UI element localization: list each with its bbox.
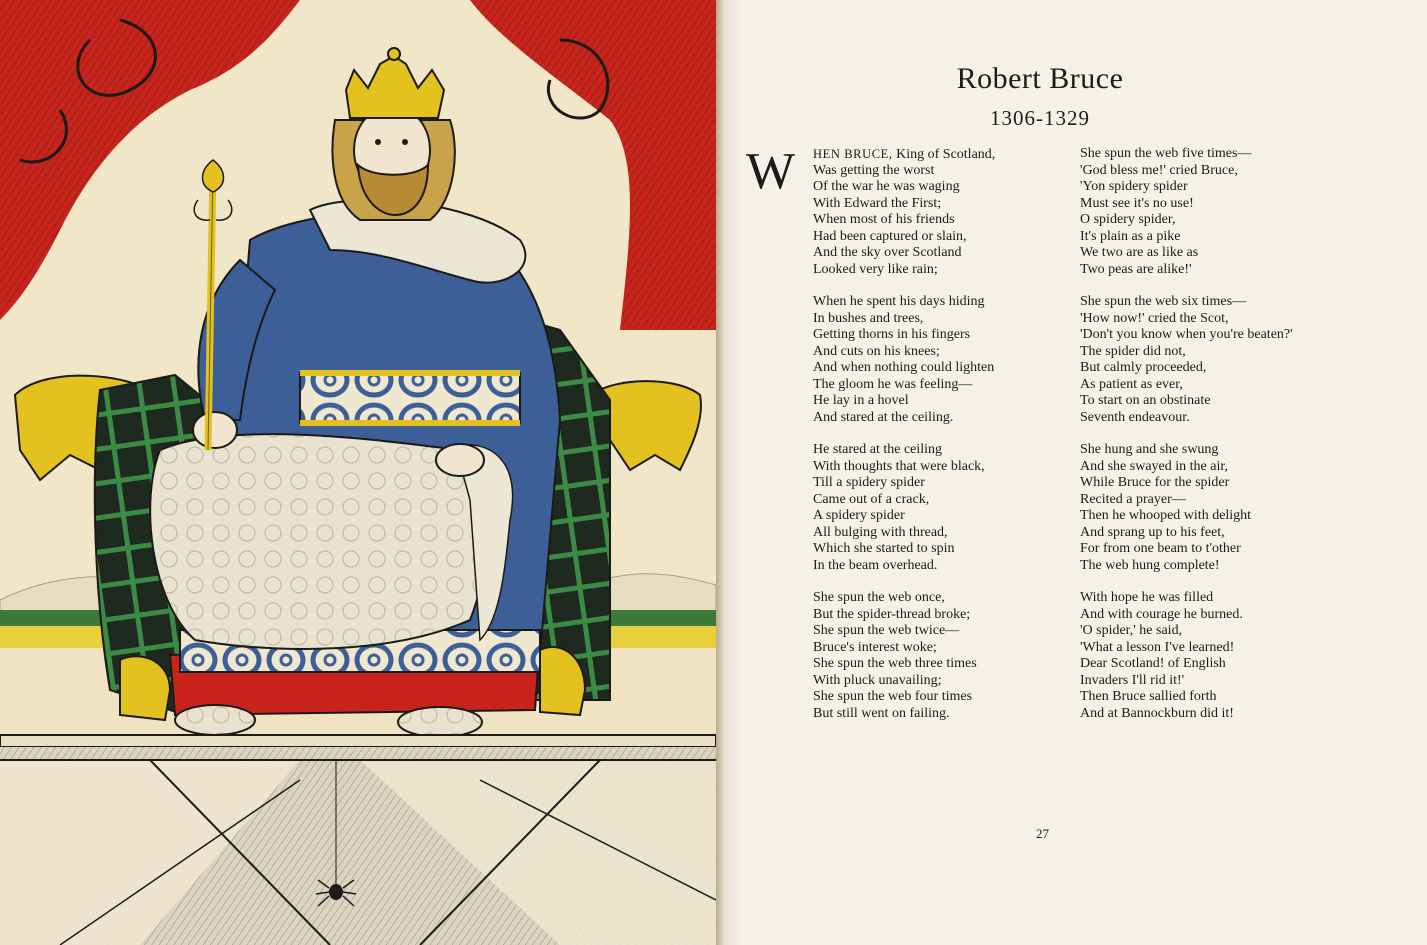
poem-line: Till a spidery spider	[813, 475, 925, 490]
poem-line: The gloom he was feeling—	[813, 376, 973, 392]
drop-cap: W	[746, 143, 796, 200]
poem-line: And stared at the ceiling.	[813, 409, 954, 425]
book-gutter	[716, 0, 740, 945]
poem-line: And with courage he burned.	[1080, 606, 1243, 622]
poem-line: Bruce's interest woke;	[813, 639, 937, 655]
stanza	[813, 442, 1073, 574]
poem-line: 'O spider,' he said,	[1080, 623, 1183, 638]
poem-line: Came out of a crack,	[813, 491, 930, 507]
poem-line: She hung and she swung	[1080, 442, 1219, 457]
poem-line: 'How now!' cried the Scot,	[1080, 310, 1229, 326]
poem-line: While Bruce for the spider	[1080, 475, 1230, 490]
poem-line: He stared at the ceiling	[813, 442, 943, 457]
poem-line: Invaders I'll rid it!'	[1080, 672, 1185, 688]
poem-line: Seventh endeavour.	[1080, 409, 1190, 425]
poem-line: And when nothing could lighten	[813, 360, 995, 375]
poem-line: And the sky over Scotland	[813, 245, 962, 260]
stanza	[813, 590, 1073, 722]
poem-column-right	[1080, 146, 1380, 738]
poem-line: Getting thorns in his fingers	[813, 327, 971, 342]
poem-dates: 1306-1329	[990, 106, 1090, 130]
poem-line: All bulging with thread,	[813, 524, 948, 540]
poem-line: Then Bruce sallied forth	[1080, 689, 1217, 704]
poem-line: And sprang up to his feet,	[1080, 524, 1225, 540]
poem-line: O spidery spider,	[1080, 212, 1176, 227]
poem-line: Must see it's no use!	[1080, 195, 1194, 211]
first-line-caps: HEN BRUCE,	[813, 147, 893, 161]
poem-column-left	[813, 163, 1073, 739]
lace-drape	[150, 434, 486, 649]
poem-line: 'What a lesson I've learned!	[1080, 639, 1235, 655]
stanza	[1080, 590, 1380, 722]
poem-line: Was getting the worst	[813, 162, 935, 178]
poem-line: But still went on failing.	[813, 705, 950, 721]
poem-title: Robert Bruce	[956, 62, 1124, 95]
poem-line: Two peas are alike!'	[1080, 261, 1192, 277]
poem-line: With pluck unavailing;	[813, 672, 942, 688]
poem-line: And she swayed in the air,	[1080, 458, 1228, 474]
poem-line: She spun the web four times	[813, 689, 973, 704]
poem-line: The web hung complete!	[1080, 557, 1220, 573]
poem-line: We two are as like as	[1080, 245, 1199, 260]
poem-line: She spun the web once,	[813, 590, 945, 605]
page-number: 27	[1036, 826, 1049, 841]
poem-line: But calmly proceeded,	[1080, 360, 1207, 375]
poem-line: As patient as ever,	[1080, 376, 1183, 392]
poem-line: But the spider-thread broke;	[813, 606, 971, 622]
poem-line: Looked very like rain;	[813, 261, 938, 277]
poem-line: When most of his friends	[813, 212, 955, 227]
poem-line: And at Bannockburn did it!	[1080, 705, 1234, 721]
poem-line: A spidery spider	[813, 508, 905, 523]
stanza	[813, 294, 1073, 426]
poem-line: Dear Scotland! of English	[1080, 656, 1226, 671]
poem-line: And cuts on his knees;	[813, 343, 940, 359]
poem-line: Then he whooped with delight	[1080, 508, 1252, 523]
patterned-belt	[300, 373, 520, 423]
poem-line: 'Don't you know when you're beaten?'	[1080, 327, 1293, 342]
poem-line: She spun the web five times—	[1080, 146, 1252, 161]
first-line-rest: King of Scotland,	[892, 147, 996, 162]
poem-line: She spun the web three times	[813, 656, 977, 671]
poem-line: She spun the web twice—	[813, 623, 960, 638]
poem-line: The spider did not,	[1080, 343, 1186, 359]
stanza	[1080, 294, 1380, 426]
poem-line: He lay in a hovel	[813, 393, 909, 408]
stanza	[1080, 442, 1380, 574]
poem-line: For from one beam to t'other	[1080, 541, 1241, 556]
poem-line: 'Yon spidery spider	[1080, 179, 1188, 194]
poem-first-line	[813, 146, 995, 164]
stanza	[813, 163, 1073, 279]
left-hand	[436, 444, 484, 476]
poem-line: With thoughts that were black,	[813, 458, 985, 474]
poem-line: With Edward the First;	[813, 195, 942, 211]
right-hand	[193, 412, 237, 448]
poem-line: In bushes and trees,	[813, 310, 924, 326]
poem-line: Had been captured or slain,	[813, 228, 967, 244]
poem-line: Which she started to spin	[813, 541, 955, 556]
poem-line: In the beam overhead.	[813, 557, 938, 573]
poem-line: With hope he was filled	[1080, 590, 1214, 605]
text-page	[740, 0, 1427, 945]
poem-line: Of the war he was waging	[813, 179, 960, 194]
poem-line: Recited a prayer—	[1080, 491, 1186, 507]
poem-line: To start on an obstinate	[1080, 393, 1211, 408]
stanza	[1080, 146, 1380, 278]
poem-line: 'God bless me!' cried Bruce,	[1080, 162, 1238, 178]
poem-line: When he spent his days hiding	[813, 294, 985, 309]
poem-line: She spun the web six times—	[1080, 294, 1247, 309]
poem-line: It's plain as a pike	[1080, 228, 1181, 244]
